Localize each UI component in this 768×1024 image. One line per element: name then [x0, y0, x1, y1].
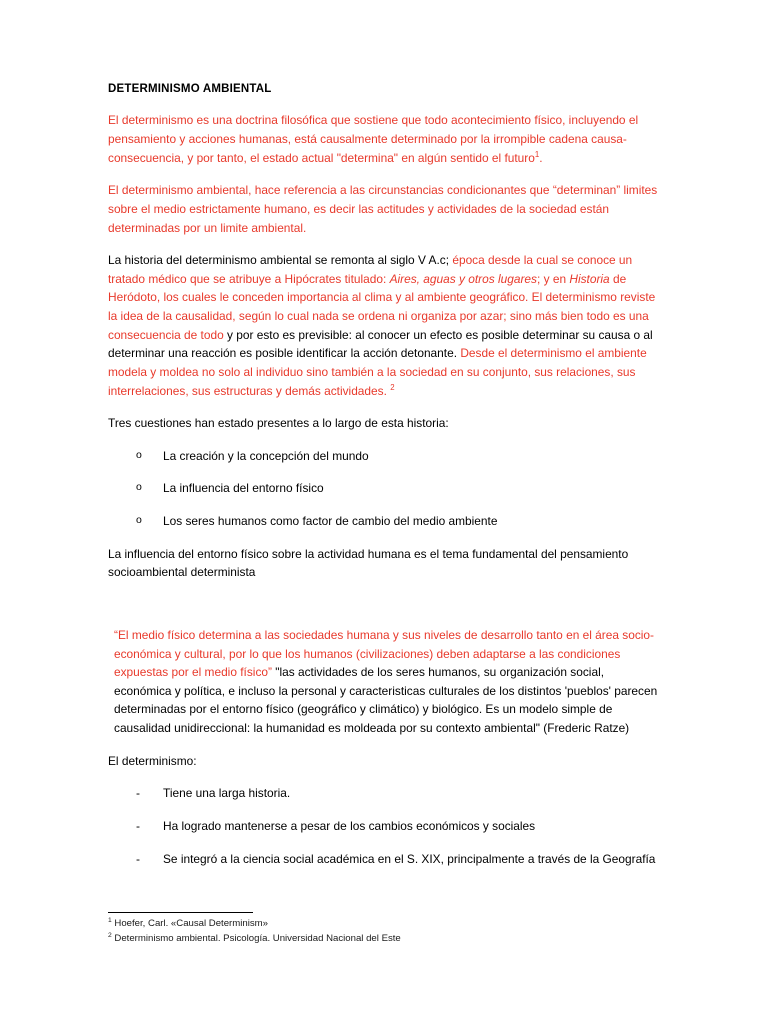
dash-bullet-list — [108, 784, 660, 868]
text-run: época desde la cual se conoce un tratado médico que se atribuye a Hipócrates titulado: — [108, 253, 633, 286]
footnote-text: Hoefer, Carl. «Causal Determinism» — [111, 918, 268, 930]
footnote-marker: 2 — [108, 931, 112, 939]
text-run: 2 — [390, 382, 395, 392]
list-item — [108, 447, 660, 466]
text-run: Aires, aguas y otros lugares — [389, 271, 537, 286]
text-run: Historia — [569, 271, 610, 286]
footnote-separator — [108, 912, 253, 913]
text-run: “El medio físico determina a las sociedades humana y sus niveles de desarrollo tanto en el área socio-económica y cultural, por lo que los humanos (civilizaciones) deben adaptarse a las condiciones expuestas por el medio físico” — [114, 627, 654, 680]
footnote-entry — [108, 917, 660, 931]
blockquote-ratze — [108, 626, 660, 738]
list-marker-icon: - — [136, 851, 140, 866]
text-run: . — [539, 150, 543, 165]
list-marker-icon: - — [136, 818, 140, 833]
text-run: ; y en — [536, 271, 570, 286]
list-item — [108, 784, 660, 803]
list-item-label: Ha logrado mantenerse a pesar de los cambios económicos y sociales — [163, 818, 536, 833]
list-item — [108, 479, 660, 498]
footnote-entries — [108, 917, 660, 946]
list-item-label: Se integró a la ciencia social académica en el S. XIX, principalmente a través de la Geografía — [163, 851, 656, 866]
footnote-entry — [108, 932, 660, 946]
text-run: La influencia del entorno físico sobre la actividad humana es el tema fundamental del pensamiento socioambiental determinista — [108, 546, 629, 580]
paragraph-5 — [108, 545, 660, 582]
text-run: de Heródoto, los cuales le conceden importancia al clima y al ambiente geográfico. El determinismo reviste la idea de la causalidad, según lo cual nada se ordena ni organiza por azar; sino más bien todo es una consecuencia de todo — [108, 271, 656, 342]
list-item — [108, 817, 660, 836]
list-marker-icon: o — [136, 448, 142, 461]
text-run: Desde el determinismo el ambiente modela y moldea no solo al individuo sino también a la sociedad en su conjunto, sus relaciones, sus interrelaciones, sus estructuras y demás actividades. — [108, 346, 647, 398]
page-title: DETERMINISMO AMBIENTAL — [108, 83, 272, 95]
list-item-label: La influencia del entorno físico — [163, 481, 324, 496]
list-item — [108, 512, 660, 531]
text-run: El determinismo es una doctrina filosófica que sostiene que todo acontecimiento físico, incluyendo el pensamiento y acciones humanas, está causalmente determinado por la irrompible cadena causa-consecuencia, y por tanto, el estado actual "determina" en algún sentido el futuro — [108, 113, 639, 165]
text-run: El determinismo: — [108, 753, 197, 768]
footnote-text: Determinismo ambiental. Psicología. Universidad Nacional del Este — [111, 932, 401, 944]
list-item — [108, 850, 660, 869]
circle-bullet-list — [108, 447, 660, 531]
spacer — [108, 596, 660, 626]
paragraph-1 — [108, 111, 660, 167]
footnotes-section — [108, 912, 660, 946]
list-marker-icon: o — [136, 481, 142, 494]
footnote-marker: 1 — [108, 917, 112, 925]
paragraph-6 — [108, 752, 660, 771]
text-run: 1 — [534, 149, 540, 159]
list-marker-icon: - — [136, 786, 140, 801]
text-run: Tres cuestiones han estado presentes a lo largo de esta historia: — [108, 416, 449, 431]
list-item-label: Los seres humanos como factor de cambio del medio ambiente — [163, 514, 498, 528]
list-item-label: La creación y la concepción del mundo — [163, 448, 369, 463]
text-run: La historia del determinismo ambiental se remonta al siglo V A.c; — [108, 253, 453, 268]
list-item-label: Tiene una larga historia. — [163, 786, 291, 801]
paragraph-2 — [108, 181, 660, 237]
text-run: "las actividades de los seres humanos, su organización social, económica y política, e incluso la personal y caracteristicas culturales de los distintos 'pueblos' parecen determinadas por el entorno físico (geográfico y climático) y biológico. Es un modelo simple de causalidad unidireccional: la humanidad es moldeada por su contexto ambiental" (Frederic Ratze) — [114, 665, 658, 735]
text-run: El determinismo ambiental, hace referencia a las circunstancias condicionantes que “determinan” limites sobre el medio estrictamente humano, es decir las actitudes y actividades de la sociedad están determinadas por un limite ambiental. — [108, 183, 658, 235]
text-run: y por esto es previsible: al conocer un efecto es posible determinar su causa o al determinar una reacción es posible identificar la acción detonante. — [108, 327, 653, 361]
list-marker-icon: o — [136, 514, 142, 526]
paragraph-intro-list — [108, 414, 660, 433]
paragraph-3 — [108, 251, 660, 400]
